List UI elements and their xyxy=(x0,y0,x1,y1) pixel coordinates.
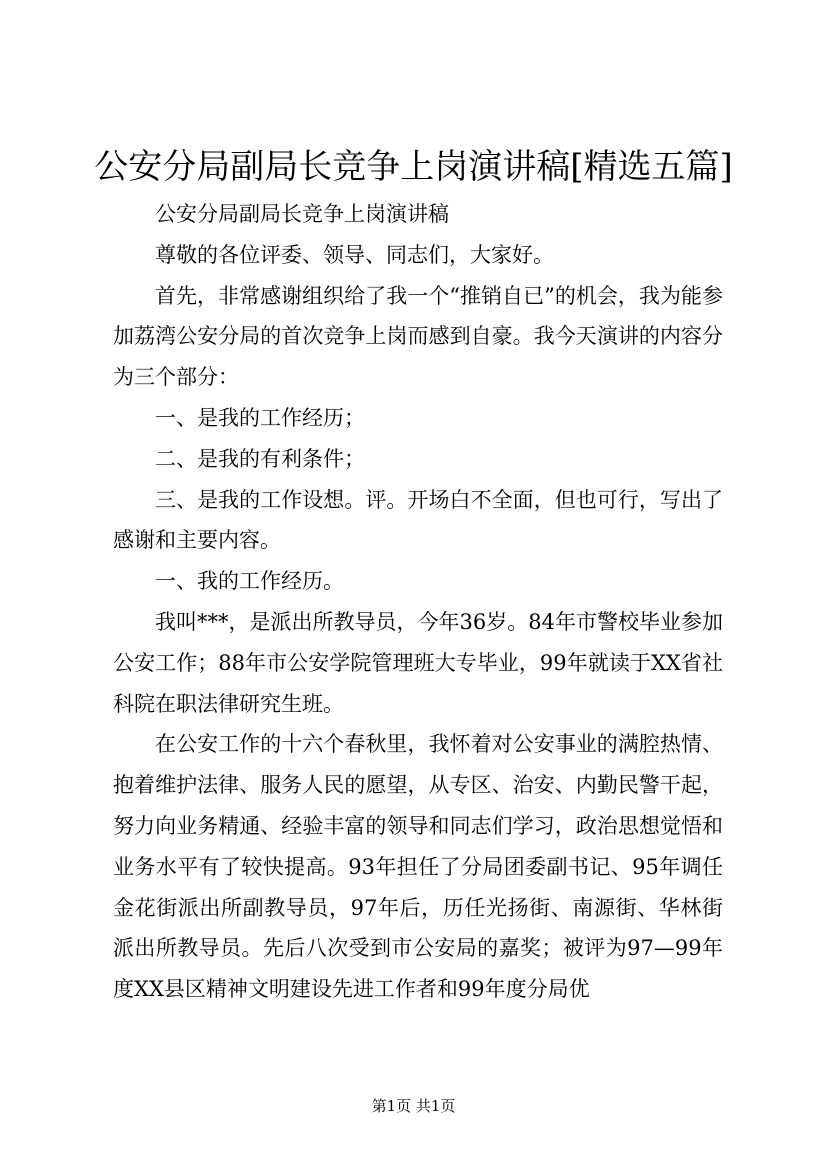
paragraph-self-intro: 我叫***，是派出所教导员，今年36岁。84年市警校毕业参加公安工作；88年市公安学院管理班大专毕业，99年就读于XX省社科院在职法律研究生班。 xyxy=(113,609,723,716)
document-body xyxy=(113,194,723,1010)
paragraph-subtitle: 公安分局副局长竞争上岗演讲稿 xyxy=(155,202,449,226)
paragraph-part-two: 二、是我的有利条件； xyxy=(155,446,365,471)
document-title: 公安分局副局长竞争上岗演讲稿[精选五篇] xyxy=(94,147,733,187)
paragraph-greeting: 尊敬的各位评委、领导、同志们，大家好。 xyxy=(155,242,554,267)
paragraph-part-one: 一、是我的工作经历； xyxy=(155,405,365,430)
paragraph-career: 在公安工作的十六个春秋里，我怀着对公安事业的满腔热情、抱着维护法律、服务人民的愿望，从专区、治安、内勤民警干起，努力向业务精通、经验丰富的领导和同志们学习，政治思想觉悟和业务水平有了较快提高。93年担任了分局团委副书记、95年调任金花街派出所副教导员，97年后，历任光扬街、南源街、华林街派出所教导员。先后八次受到市公安局的嘉奖；被评为97—99年度XX县区精神文明建设先进工作者和99年度分局优 xyxy=(113,732,723,1002)
paragraph-section-heading: 一、我的工作经历。 xyxy=(155,569,344,594)
paragraph-intro: 首先，非常感谢组织给了我一个“推销自已”的机会，我为能参加荔湾公安分局的首次竞争上岗而感到自豪。我今天演讲的内容分为三个部分： xyxy=(113,283,723,390)
paragraph-part-three: 三、是我的工作设想。评。开场白不全面，但也可行，写出了感谢和主要内容。 xyxy=(113,487,723,553)
page-footer: 第1页 共1页 xyxy=(371,1097,456,1115)
